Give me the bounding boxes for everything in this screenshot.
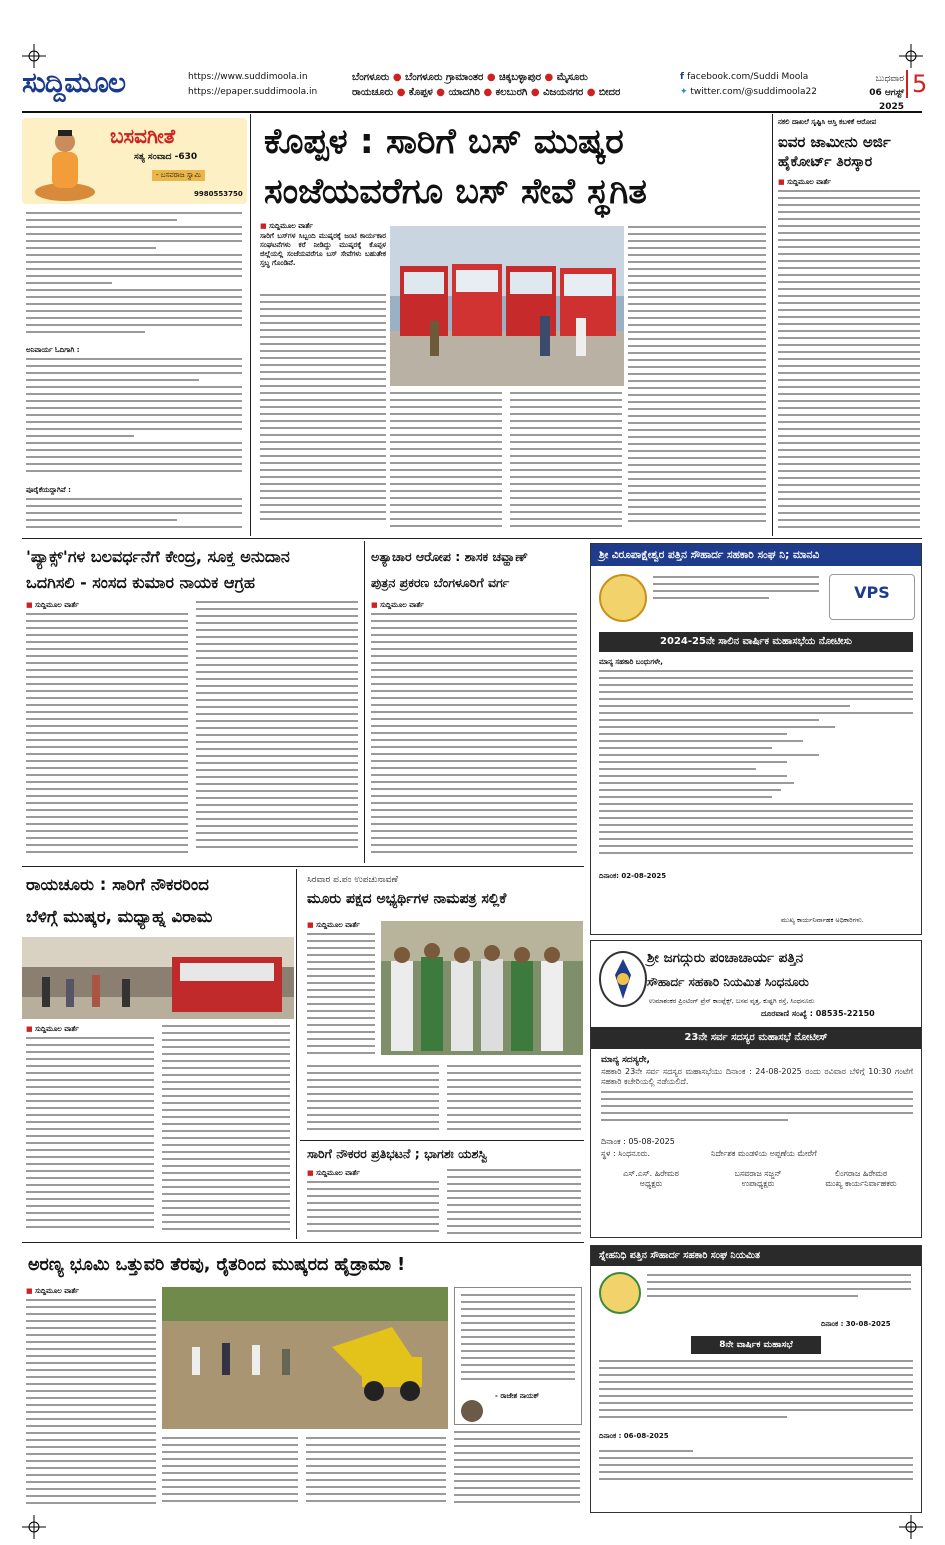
website-link[interactable]: https://www.suddimoola.in	[188, 72, 308, 82]
forest-quote-photo	[461, 1400, 483, 1422]
snehanidhi-title: ಸ್ನೇಹನಿಧಿ ಪತ್ತಿನ ಸೌಹಾರ್ದ ಸಹಕಾರಿ ಸಂಘ ನಿಯಮಿತ	[591, 1246, 921, 1266]
city-link[interactable]: ಚಿಕ್ಕಬಳ್ಳಾಪುರ	[499, 72, 542, 83]
vps-advertisement	[590, 543, 922, 935]
crop-mark-icon	[22, 44, 46, 68]
lead-col-2b	[510, 392, 622, 530]
masthead	[22, 66, 928, 112]
jagadguru-emblem	[599, 951, 647, 1007]
jagadguru-phone: ದೂರವಾಣಿ ಸಂಖ್ಯೆ : 08535-22150	[761, 1009, 875, 1018]
sirwar-kicker: ಸಿರವಾರ ಪ.ಪಂ ಉಪಚುನಾವಣೆ	[307, 875, 398, 885]
epaper-link[interactable]: https://epaper.suddimoola.in	[188, 87, 318, 97]
jagadguru-notice-heading: 23ನೇ ಸರ್ವ ಸದಸ್ಯರ ಮಹಾಸಭೆ ನೋಟೀಸ್	[591, 1027, 921, 1049]
forest-story	[22, 1245, 584, 1513]
raichur-col-2	[162, 1025, 290, 1235]
basavageete-title: ಬಸವಗೀತೆ	[110, 124, 176, 148]
lead-headline-1: ಕೊಪ್ಪಳ : ಸಾರಿಗೆ ಬಸ್ ಮುಷ್ಕರ	[264, 122, 624, 162]
signatory-name: ಲಿಂಗರಾಜ ಹಿರೇಮಠ	[834, 1169, 888, 1178]
basavageete-author: - ಬಸವರಾಜ ಸ್ವಾಮಿ	[152, 170, 205, 181]
saint-portrait	[30, 122, 100, 202]
sirwar-col-3	[447, 1065, 581, 1133]
basavageete-footer-label: ಪೂರೈಕೆಯದ್ದಾಗಿವೆ :	[26, 486, 71, 494]
lead-intro: ಸಾರಿಗೆ ಬಸ್‌ಗಳ ಸಿಬ್ಬಂದಿ ಮುಷ್ಕರಕ್ಕೆ ಜಂಟಿ ಕಾರ್ಯಕಾರ ಸಂಘಟನೆಗಳು ಕರೆ ನೀಡಿದ್ದು ಮುಷ್ಕರಕ್ಕೆ ಕೊಪ್ಪಳ ಜಿಲ್ಲೆಯಲ್ಲಿ ಸಂಜೆಯವರೆಗೂ ಬಸ್ ಸೇವೆಗಳು ಬಹುತೇಕ ಸ್ತಬ್ಧ ಗೊಂಡಿವೆ.	[260, 232, 386, 267]
lead-byline: ■ ಸುದ್ದಿಮೂಲ ವಾರ್ತೆ	[260, 222, 313, 230]
signatory-name: ಎಸ್.ಎಸ್. ಹಿರೇಮಠ	[623, 1169, 679, 1178]
basavageete-text-3	[26, 498, 242, 534]
jagadguru-address: ಉಮಾಶಂಕರ ಪ್ರಿಂಟಿಂಗ್ ಪ್ರೆಸ್ ಕಾಂಪ್ಲೆಕ್ಸ್, ಬಸವ ವೃತ್ತ, ಕುಷ್ಟಗಿ ರಸ್ತೆ, ಸಿಂಧನೂರು	[649, 997, 815, 1005]
packs-col-1	[26, 613, 188, 859]
signatory-name: ಬಸವರಾಜ ಸಜ್ಜನ್	[734, 1169, 782, 1178]
twitter-link[interactable]: ✦ twitter.com/@suddimoola22	[680, 87, 817, 97]
protest-headline: ಸಾರಿಗೆ ನೌಕರರ ಪ್ರತಿಭಟನೆ ; ಭಾಗಶಃ ಯಶಸ್ವಿ	[307, 1146, 488, 1161]
vps-address	[653, 576, 819, 616]
mla-story	[367, 541, 581, 863]
forest-col-3	[306, 1437, 446, 1509]
city-link[interactable]: ಕೊಪ್ಪಳ	[408, 87, 433, 98]
twitter-icon: ✦	[680, 87, 691, 97]
snehanidhi-date: ದಿನಾಂಕ : 30-08-2025	[821, 1320, 891, 1328]
sirwar-byline: ■ ಸುದ್ದಿಮೂಲ ವಾರ್ತೆ	[307, 921, 360, 929]
jagadguru-title-2: ಸೌಹಾರ್ದ ಸಹಕಾರಿ ನಿಯಮಿತ ಸಿಂಧನೂರು	[647, 975, 809, 989]
forest-quote-box	[454, 1287, 582, 1425]
city-link[interactable]: ರಾಯಚೂರು	[352, 87, 394, 98]
logo: ಸುದ್ದಿಮೂಲ	[22, 66, 126, 99]
sirwar-col-2	[307, 1065, 439, 1133]
bail-text	[778, 190, 920, 534]
snehanidhi-emblem	[599, 1272, 641, 1314]
issue-date: 06 ಆಗಸ್ಟ್ 2025	[869, 88, 904, 112]
forest-quote-name: - ರಾಜೇಶ ನಾಯಕ್	[495, 1392, 540, 1400]
forest-col-2	[162, 1437, 298, 1509]
snehanidhi-body	[599, 1360, 913, 1424]
city-link[interactable]: ಮೈಸೂರು	[556, 72, 588, 83]
weekday: ಬುಧವಾರ	[875, 74, 904, 84]
city-link[interactable]: ವಿಜಯನಗರ	[543, 87, 584, 98]
basavageete-banner	[22, 118, 247, 204]
vps-salutation: ಮಾನ್ಯ ಸಹಕಾರಿ ಬಂಧುಗಳೇ,	[599, 658, 663, 666]
city-row-1: ಬೆಂಗಳೂರು ● ಬೆಂಗಳೂರು ಗ್ರಾಮಾಂತರ ● ಚಿಕ್ಕಬಳ್ಳಾಪುರ ● ಮೈಸೂರು	[352, 72, 588, 83]
mla-headline-1: ಅತ್ಯಾಚಾರ ಆರೋಪ : ಶಾಸಕ ಚವ್ಹಾಣ್	[371, 549, 528, 564]
protest-col-2	[447, 1169, 581, 1237]
lead-col-2a	[390, 392, 502, 530]
basavageete-phone: 9980553750	[194, 190, 243, 198]
basavageete-text	[26, 212, 242, 344]
forest-byline: ■ ಸುದ್ದಿಮೂಲ ವಾರ್ತೆ	[26, 1287, 79, 1295]
jagadguru-board: ನಿರ್ದೇಶಕ ಮಂಡಳಿಯ ಅಪ್ಪಣೆಯ ಮೇರೆಗೆ	[711, 1149, 817, 1158]
jagadguru-advertisement	[590, 940, 922, 1238]
crop-mark-icon	[899, 44, 923, 68]
basavageete-column	[22, 114, 247, 536]
packs-headline-1: 'ಪ್ಯಾಕ್ಸ್'ಗಳ ಬಲವರ್ಧನೆಗೆ ಕೇಂದ್ರ, ಸೂಕ್ತ ಅನುದಾನ	[26, 547, 290, 566]
city-row-2: ರಾಯಚೂರು ● ಕೊಪ್ಪಳ ● ಯಾದಗಿರಿ ● ಕಲಬುರಗಿ ● ವಿಜಯನಗರ ● ಬೀದರ	[352, 87, 621, 98]
vps-signature: ಮುಖ್ಯ ಕಾರ್ಯನಿರ್ವಾಹಕ ಅಧಿಕಾರಿಗಳು.	[781, 916, 864, 924]
city-link[interactable]: ಬೀದರ	[598, 87, 621, 98]
basavageete-subtitle: ಸತ್ಯ ಸಂವಾದ -630	[134, 152, 198, 162]
protest-story	[299, 1143, 584, 1239]
snehanidhi-address	[647, 1274, 911, 1314]
mla-byline: ■ ಸುದ್ದಿಮೂಲ ವಾರ್ತೆ	[371, 601, 424, 609]
signatory-role: ಮುಖ್ಯ ಕಾರ್ಯನಿರ್ವಾಹಕರು	[825, 1179, 897, 1188]
jagadguru-body: ಸಹಕಾರಿ 23ನೇ ಸರ್ವ ಸದಸ್ಯರ ಮಹಾಸಭೆಯು ದಿನಾಂಕ : 24-08-2025 ರಂದು ರವಿವಾರ ಬೆಳಿಗ್ಗೆ 10:30 ಗಂಟೆಗೆ ಸಹಕಾರಿ ಕಚೇರಿಯಲ್ಲಿ ನಡೆಯಲಿದೆ.	[601, 1067, 913, 1086]
basavageete-section-label: ಅನಿವಾರ್ಯ ಓದಿಗಾಗಿ :	[26, 346, 80, 354]
city-link[interactable]: ಬೆಂಗಳೂರು	[352, 72, 390, 83]
city-link[interactable]: ಬೆಂಗಳೂರು ಗ್ರಾಮಾಂತರ	[405, 72, 484, 83]
lead-col-1	[260, 294, 386, 530]
jagadguru-date: ದಿನಾಂಕ : 05-08-2025	[601, 1137, 675, 1146]
lead-col-3	[628, 226, 766, 530]
crop-mark-icon	[899, 1515, 923, 1539]
signatory-role: ಅಧ್ಯಕ್ಷರು	[639, 1179, 663, 1188]
protest-byline: ■ ಸುದ್ದಿಮೂಲ ವಾರ್ತೆ	[307, 1169, 360, 1177]
bail-story	[776, 114, 922, 536]
sirwar-story	[299, 869, 584, 1137]
city-link[interactable]: ಕಲಬುರಗಿ	[495, 87, 528, 98]
sirwar-col-1	[307, 933, 375, 1059]
protest-col-1	[307, 1181, 439, 1237]
bail-byline: ■ ಸುದ್ದಿಮೂಲ ವಾರ್ತೆ	[778, 178, 831, 186]
jagadguru-place: ಸ್ಥಳ : ಸಿಂಧನೂರು.	[601, 1149, 651, 1158]
bail-kicker: ನಕಲಿ ದಾಖಲೆ ಸೃಷ್ಟಿಸಿ ಆಸ್ತಿ ಕಬಳಿಕೆ ಆರೋಪ	[778, 118, 877, 126]
raichur-col-1	[26, 1037, 154, 1235]
raichur-byline: ■ ಸುದ್ದಿಮೂಲ ವಾರ್ತೆ	[26, 1025, 79, 1033]
raichur-story	[22, 869, 294, 1239]
bail-headline-1: ಐವರ ಜಾಮೀನು ಅರ್ಜಿ	[778, 133, 891, 151]
sirwar-headline: ಮೂರು ಪಕ್ಷದ ಅಭ್ಯರ್ಥಿಗಳ ನಾಮಪತ್ರ ಸಲ್ಲಿಕೆ	[307, 891, 507, 907]
lead-headline-2: ಸಂಜೆಯವರೆಗೂ ಬಸ್ ಸೇವೆ ಸ್ಥಗಿತ	[264, 172, 647, 212]
packs-byline: ■ ಸುದ್ದಿಮೂಲ ವಾರ್ತೆ	[26, 601, 79, 609]
mla-text	[371, 613, 577, 859]
snehanidhi-notice-heading: 8ನೇ ವಾರ್ಷಿಕ ಮಹಾಸಭೆ	[691, 1336, 821, 1354]
vps-body	[599, 670, 913, 868]
crop-mark-icon	[22, 1515, 46, 1539]
basavageete-text-2	[26, 358, 242, 482]
jagadguru-salutation: ಮಾನ್ಯ ಸದಸ್ಯರೇ,	[601, 1055, 650, 1065]
vps-emblem	[599, 574, 647, 622]
bail-headline-2: ಹೈಕೋರ್ಟ್ ತಿರಸ್ಕಾರ	[778, 154, 873, 170]
page-number: 5	[906, 70, 927, 98]
forest-col-1	[26, 1299, 156, 1509]
raichur-bus-stand-photo	[22, 937, 294, 1019]
jagadguru-body-2	[601, 1091, 913, 1135]
city-link[interactable]: ಯಾದಗಿರಿ	[448, 87, 480, 98]
facebook-link[interactable]: f facebook.com/Suddi Moola	[680, 72, 809, 82]
raichur-headline-1: ರಾಯಚೂರು : ಸಾರಿಗೆ ನೌಕರರಿಂದ	[26, 875, 209, 894]
forest-headline: ಅರಣ್ಯ ಭೂಮಿ ಒತ್ತುವರಿ ತೆರವು, ರೈತರಿಂದ ಮುಷ್ಕರದ ಹೈಡ್ರಾಮಾ !	[28, 1255, 406, 1275]
snehanidhi-signatures	[599, 1450, 913, 1500]
forest-clearing-photo	[162, 1287, 448, 1429]
vps-notice-heading: 2024-25ನೇ ಸಾಲಿನ ವಾರ್ಷಿಕ ಮಹಾಸಭೆಯ ನೋಟೀಸು	[599, 632, 913, 652]
jagadguru-title-1: ಶ್ರೀ ಜಗದ್ಗುರು ಪಂಚಾಚಾರ್ಯ ಪತ್ತಿನ	[647, 950, 804, 966]
snehanidhi-advertisement	[590, 1245, 922, 1513]
packs-col-2	[196, 601, 358, 859]
facebook-icon: f	[680, 72, 688, 82]
vps-logo: VPS	[829, 574, 915, 620]
lead-bus-photo	[390, 226, 624, 386]
vps-date: ದಿನಾಂಕ: 02-08-2025	[599, 872, 667, 880]
vps-title: ಶ್ರೀ ವಿರೂಪಾಕ್ಷೇಶ್ವರ ಪತ್ತಿನ ಸೌಹಾರ್ದ ಸಹಕಾರಿ ಸಂಘ ನಿ; ಮಾನವಿ	[591, 544, 921, 566]
sirwar-candidates-photo	[381, 921, 583, 1055]
packs-story	[22, 541, 362, 863]
packs-headline-2: ಒದಗಿಸಲಿ - ಸಂಸದ ಕುಮಾರ ನಾಯಕ ಆಗ್ರಹ	[26, 573, 255, 592]
bus-depot-image	[390, 226, 624, 386]
raichur-headline-2: ಬೆಳಿಗ್ಗೆ ಮುಷ್ಕರ, ಮಧ್ಯಾಹ್ನ ವಿರಾಮ	[26, 907, 213, 926]
lead-story	[254, 114, 769, 536]
mla-headline-2: ಪುತ್ರನ ಪ್ರಕರಣ ಬೆಂಗಳೂರಿಗೆ ವರ್ಗ	[371, 575, 510, 590]
forest-col-4	[454, 1431, 580, 1509]
signatory-role: ಉಪಾಧ್ಯಕ್ಷರು	[741, 1179, 775, 1188]
snehanidhi-date-2: ದಿನಾಂಕ : 06-08-2025	[599, 1432, 669, 1440]
